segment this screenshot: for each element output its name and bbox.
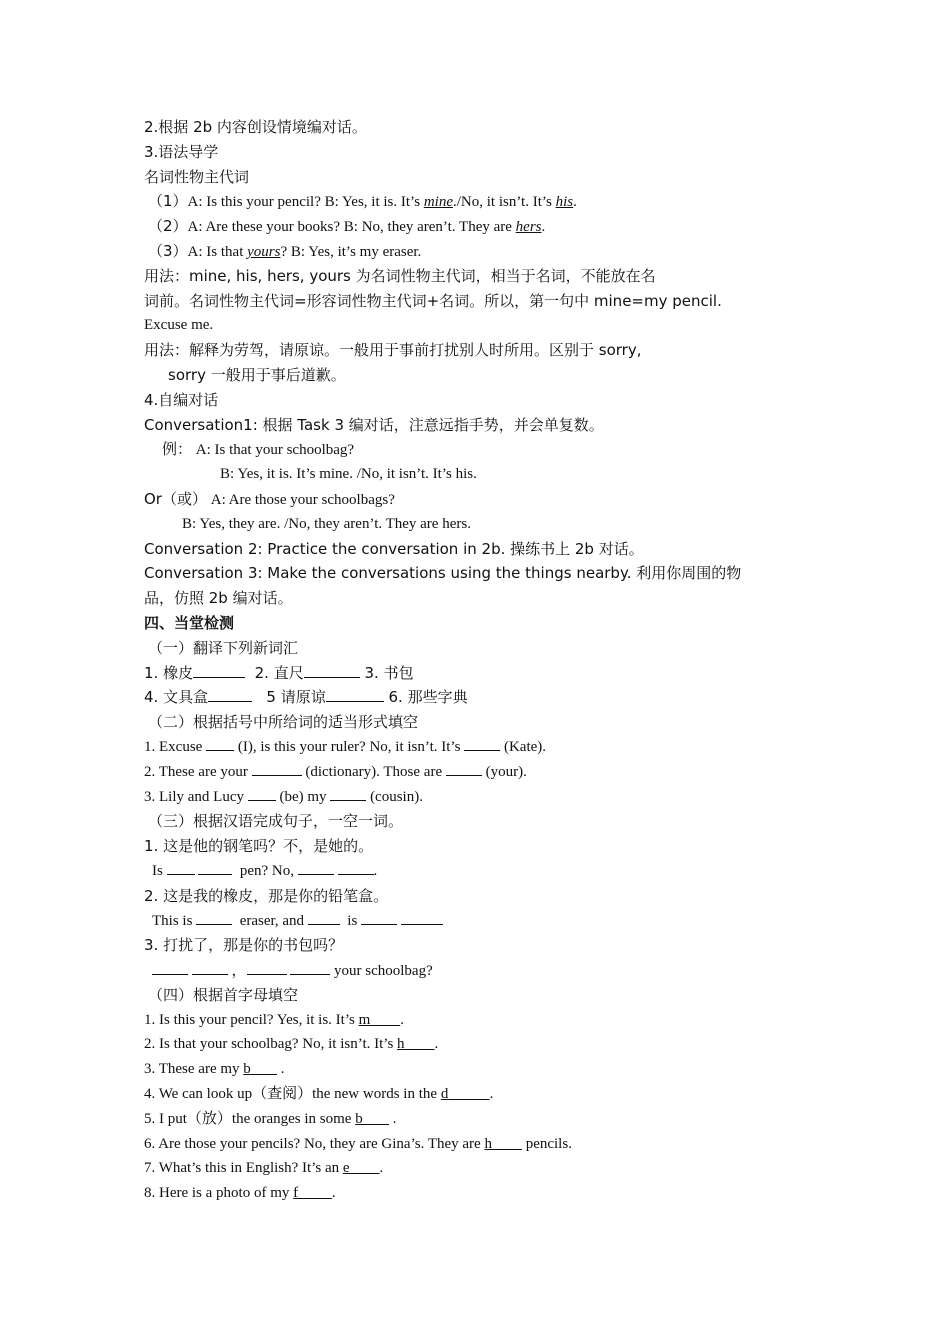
- conversation-2: Conversation 2: Practice the conversation in 2b. 操练书上 2b 对话。: [144, 539, 644, 558]
- answer-blank[interactable]: [361, 910, 397, 925]
- part-4-item: 3. These are my b .: [144, 1061, 285, 1078]
- answer-blank[interactable]: e: [342, 1160, 350, 1177]
- answer-blank[interactable]: [252, 761, 302, 776]
- worksheet-page: [144, 115, 784, 1206]
- answer-blank[interactable]: [167, 860, 195, 875]
- part-4-item: 2. Is that your schoolbag? No, it isn’t. It’s h .: [144, 1036, 439, 1053]
- or-dialog-a: Or（或） A: Are those your schoolbags?: [144, 489, 395, 508]
- part-2-title: （二）根据括号中所给词的适当形式填空: [148, 713, 419, 732]
- answer-blank[interactable]: [330, 786, 366, 801]
- answer-blank[interactable]: h: [484, 1135, 492, 1152]
- example-dialog-b: B: Yes, it is. It’s mine. /No, it isn’t. It’s his.: [220, 466, 477, 483]
- intro-item-3: 3.语法导学: [144, 142, 219, 161]
- part-4-item: 4. We can look up（查阅）the new words in the d .: [144, 1086, 494, 1103]
- usage-1-line-2: 词前。名词性物主代词=形容词性物主代词+名词。所以，第一句中 mine=my pencil.: [144, 291, 722, 310]
- example-2: （2）A: Are these your books? B: No, they aren’t. They are hers.: [148, 217, 546, 236]
- example-3: （3）A: Is that yours? B: Yes, it’s my eraser.: [148, 241, 422, 260]
- answer-blank[interactable]: [304, 663, 360, 678]
- answer-blank[interactable]: [192, 960, 228, 975]
- part-4-item: 8. Here is a photo of my f .: [144, 1185, 336, 1202]
- part-2-question-2: 2. These are your (dictionary). Those are (your).: [144, 760, 784, 785]
- part-1-row-2: 4. 文具盒 5 请原谅 6. 那些字典: [144, 688, 468, 707]
- part-4-title: （四）根据首字母填空: [148, 985, 299, 1004]
- answer-blank[interactable]: [196, 910, 232, 925]
- conversation-3-line-2: 品，仿照 2b 编对话。: [144, 589, 293, 608]
- part-3-question-2-cn: 2. 这是我的橡皮，那是你的铅笔盒。: [144, 886, 389, 905]
- part-3-question-3-cn: 3. 打扰了，那是你的书包吗？: [144, 936, 344, 955]
- usage-1-line-1: 用法：mine, his, hers, yours 为名词性物主代词，相当于名词，不能放在名: [144, 266, 656, 285]
- answer-blank[interactable]: [208, 687, 252, 702]
- answer-blank[interactable]: m: [358, 1011, 371, 1028]
- answer-blank[interactable]: d: [440, 1086, 449, 1103]
- answer-blank[interactable]: [326, 687, 384, 702]
- excuse-usage-line-1: 用法：解释为劳驾，请原谅。一般用于事前打扰别人时所用。区别于 sorry,: [144, 341, 642, 360]
- or-dialog-b: B: Yes, they are. /No, they aren’t. They are hers.: [182, 515, 471, 532]
- part-2-question-3: 3. Lily and Lucy (be) my (cousin).: [144, 785, 784, 810]
- excuse-title: Excuse me.: [144, 317, 214, 334]
- part-4-item: 5. I put（放）the oranges in some b .: [144, 1110, 397, 1127]
- part-3-question-3-en: ， your schoolbag?: [144, 958, 784, 983]
- part-3-title: （三）根据汉语完成句子，一空一词。: [148, 812, 404, 831]
- grammar-title: 名词性物主代词: [144, 167, 250, 186]
- answer-blank[interactable]: [247, 960, 287, 975]
- part-3-question-1-en: Is pen? No, .: [144, 859, 784, 884]
- part-3-question-2-en: This is eraser, and is: [144, 909, 784, 934]
- answer-blank[interactable]: h: [397, 1036, 405, 1053]
- test-section-title: 四、当堂检测: [144, 613, 235, 632]
- answer-blank[interactable]: [401, 910, 443, 925]
- answer-blank[interactable]: [152, 960, 188, 975]
- answer-blank[interactable]: b: [355, 1110, 363, 1127]
- answer-blank[interactable]: [290, 960, 330, 975]
- dialog-title: 4.自编对话: [144, 390, 219, 409]
- answer-blank[interactable]: [248, 786, 276, 801]
- conversation-1: Conversation1: 根据 Task 3 编对话，注意远指手势，并会单复数。: [144, 415, 604, 434]
- part-2-question-1: 1. Excuse (I), is this your ruler? No, it isn’t. It’s (Kate).: [144, 735, 784, 760]
- part-4-item: 6. Are those your pencils? No, they are Gina’s. They are h pencils.: [144, 1135, 572, 1152]
- answer-blank[interactable]: b: [243, 1061, 251, 1078]
- answer-blank[interactable]: f: [293, 1185, 299, 1202]
- part-4-item: 7. What’s this in English? It’s an e .: [144, 1160, 384, 1177]
- example-dialog-a: 例： A: Is that your schoolbag?: [162, 440, 355, 459]
- answer-blank[interactable]: [206, 736, 234, 751]
- answer-blank[interactable]: [338, 860, 374, 875]
- answer-blank[interactable]: [446, 761, 482, 776]
- answer-blank[interactable]: [464, 736, 500, 751]
- answer-blank[interactable]: [193, 663, 245, 678]
- answer-blank[interactable]: [308, 910, 340, 925]
- answer-blank[interactable]: [298, 860, 334, 875]
- part-1-title: （一）翻译下列新词汇: [148, 638, 299, 657]
- part-1-row-1: 1. 橡皮 2. 直尺 3. 书包: [144, 663, 414, 682]
- part-4-item: 1. Is this your pencil? Yes, it is. It’s m .: [144, 1011, 405, 1028]
- example-1: （1）A: Is this your pencil? B: Yes, it is. It’s mine./No, it isn’t. It’s his.: [148, 192, 577, 211]
- answer-blank[interactable]: [198, 860, 232, 875]
- excuse-usage-line-2: sorry 一般用于事后道歉。: [168, 365, 346, 384]
- conversation-3-line-1: Conversation 3: Make the conversations using the things nearby. 利用你周围的物: [144, 564, 742, 583]
- part-3-question-1-cn: 1. 这是他的钢笔吗？不，是她的。: [144, 837, 374, 856]
- intro-item-2: 2.根据 2b 内容创设情境编对话。: [144, 118, 367, 136]
